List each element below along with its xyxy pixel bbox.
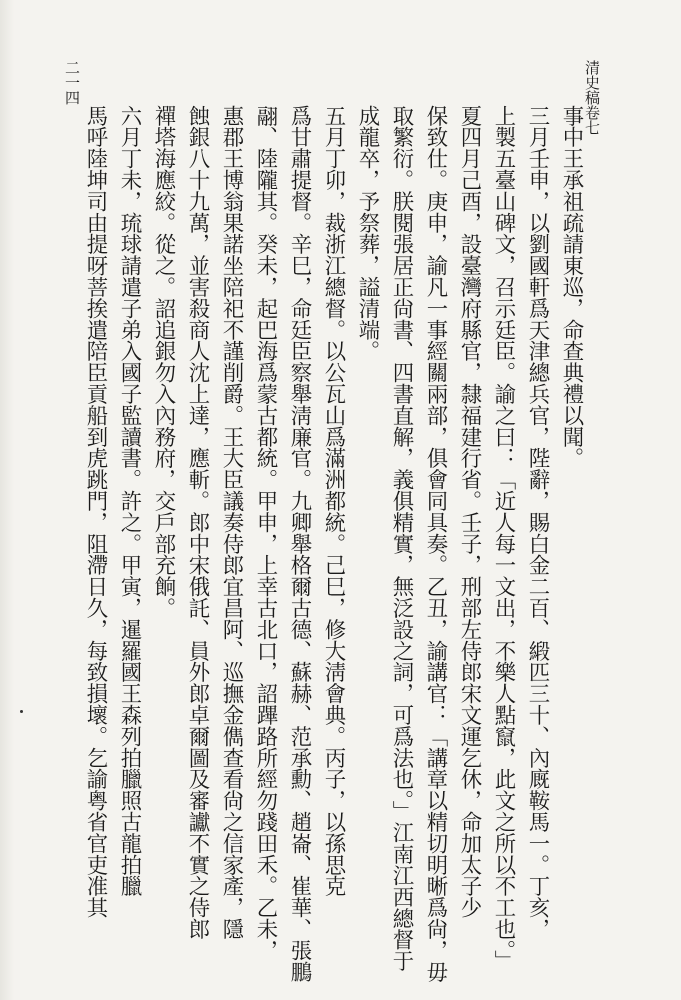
text-column-14: 六月丁未，琉球請遣子弟入國子監讀書。許之。甲寅，暹羅國王森列拍臘照古龍拍臘	[117, 105, 142, 897]
text-column-10: 翮、陸隴其。癸未，起巴海爲蒙古都統。甲申，上幸古北口，詔蹕路所經勿踐田禾。乙未，	[253, 105, 278, 961]
text-column-12: 蝕銀八十九萬，並害殺商人沈上達，應斬。郎中宋俄託、員外郎卓爾圖及審讞不實之侍郎	[185, 105, 210, 940]
text-column-9: 爲甘肅提督。辛巳，命廷臣察舉淸廉官。九卿舉格爾古德、蘇赫、范承勳、趙崙、崔華、張鵬	[287, 105, 312, 983]
page-spine-shadow	[0, 0, 14, 1000]
text-column-8: 五月丁卯，裁浙江總督。以公瓦山爲滿洲都統。己巳，修大淸會典。丙子，以孫思克	[321, 105, 346, 897]
text-column-2: 三月壬申，以劉國軒爲天津總兵官，陛辭，賜白金二百、緞匹三十、內廐鞍馬一。丁亥，	[525, 105, 550, 940]
text-column-13: 禪塔海應絞。從之。詔追銀勿入內務府，交戶部充餉。	[151, 105, 176, 619]
text-column-6: 取繁衍。朕閱張居正尙書、四書直解，義俱精實，無泛設之詞，可爲法也。」江南江西總督于	[389, 105, 414, 972]
text-column-3: 上製五臺山碑文，召示廷臣。諭之曰：「近人每一文出，不樂人點竄，此文之所以不工也。」	[491, 105, 516, 972]
page-number: 二一四	[63, 60, 81, 105]
text-column-5: 保致仕。庚申，諭凡一事經關兩部，俱會同具奏。乙丑，諭講官：「講章以精切明晰爲尙，毋	[423, 105, 448, 983]
text-column-15: 馬呼陸坤司由提呀菩挨遣陪臣貢船到虎跳門，阻滯日久，每致損壞。乞諭粤省官吏准其	[83, 105, 108, 919]
book-title: 清史稿卷七	[583, 60, 601, 135]
text-column-4: 夏四月己酉，設臺灣府縣官，隸福建行省。壬子，刑部左侍郎宋文運乞休，命加太子少	[457, 105, 482, 919]
text-column-1: 事中王承祖疏請東巡，命查典禮以聞。	[559, 105, 584, 469]
text-column-7: 成龍卒，予祭葬，謚清端。	[355, 105, 380, 362]
text-column-11: 惠郡王博翁果諾坐陪祀不謹削爵。王大臣議奏侍郎宜昌阿、巡撫金儁查看尙之信家產，隱	[219, 105, 244, 940]
scan-speck	[20, 710, 23, 713]
